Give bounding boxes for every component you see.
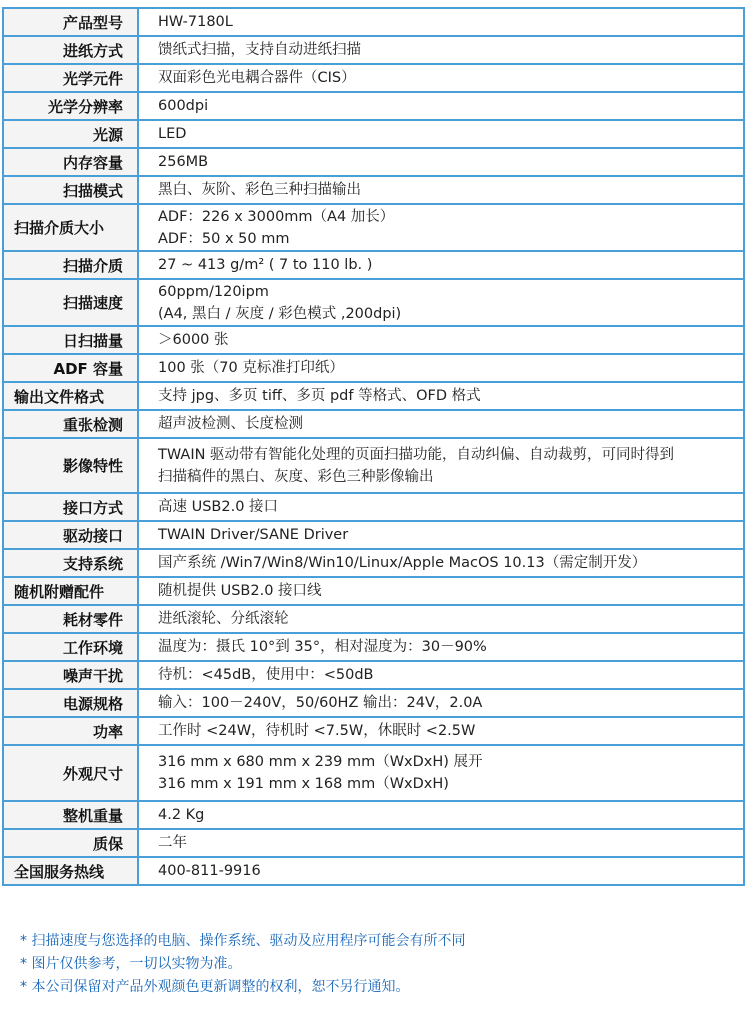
spec-value-line: TWAIN 驱动带有智能化处理的页面扫描功能，自动纠偏、自动裁剪，可同时得到: [158, 446, 675, 463]
spec-value-line: 316 mm x 191 mm x 168 mm（WxDxH): [158, 776, 449, 792]
spec-value: [138, 36, 744, 64]
spec-label: 支持系统: [3, 549, 138, 577]
spec-row: [3, 326, 744, 354]
spec-value-line: ADF：226 x 3000mm（A4 加长）: [158, 208, 395, 225]
spec-row: [3, 745, 744, 801]
spec-row: [3, 36, 744, 64]
spec-row: [3, 717, 744, 745]
spec-label: 全国服务热线: [3, 857, 138, 885]
spec-value: [138, 64, 744, 92]
spec-value-line: 600dpi: [158, 98, 209, 114]
spec-row: [3, 92, 744, 120]
spec-row: [3, 521, 744, 549]
spec-row: [3, 633, 744, 661]
spec-row: [3, 410, 744, 438]
spec-value-line: 27 ~ 413 g/m² ( 7 to 110 lb. ): [158, 257, 373, 273]
spec-value: [138, 857, 744, 885]
spec-row: [3, 801, 744, 829]
spec-value-line: 工作时 <24W，待机时 <7.5W，休眠时 <2.5W: [158, 723, 476, 739]
spec-value: [138, 829, 744, 857]
spec-value-line: 256MB: [158, 154, 209, 170]
spec-row: [3, 120, 744, 148]
spec-value-line: LED: [158, 126, 187, 142]
spec-label: 扫描模式: [3, 176, 138, 204]
spec-row: [3, 493, 744, 521]
spec-value: [138, 801, 744, 829]
spec-value: [138, 148, 744, 176]
spec-row: [3, 605, 744, 633]
spec-value: [138, 410, 744, 438]
spec-label: 功率: [3, 717, 138, 745]
spec-value-line: 国产系统 /Win7/Win8/Win10/Linux/Apple MacOS 10.13（需定制开发）: [158, 555, 647, 571]
spec-value: [138, 689, 744, 717]
spec-label: 输出文件格式: [3, 382, 138, 410]
spec-value: [138, 354, 744, 382]
spec-label: 工作环境: [3, 633, 138, 661]
spec-label: 整机重量: [3, 801, 138, 829]
spec-label: ADF 容量: [3, 354, 138, 382]
spec-value: [138, 326, 744, 354]
spec-label: 内存容量: [3, 148, 138, 176]
spec-row: [3, 577, 744, 605]
spec-row: [3, 204, 744, 251]
spec-value-line: 待机：<45dB，使用中：<50dB: [158, 667, 374, 683]
spec-value-line: 400-811-9916: [158, 863, 261, 879]
spec-value-line: 随机提供 USB2.0 接口线: [158, 583, 322, 599]
spec-value-line: 60ppm/120ipm: [158, 283, 269, 300]
spec-table: [2, 7, 745, 886]
spec-row: [3, 382, 744, 410]
spec-value-line: 进纸滚轮、分纸滚轮: [158, 611, 289, 627]
spec-value-line: 超声波检测、长度检测: [158, 416, 303, 432]
spec-label: 扫描介质大小: [3, 204, 138, 251]
spec-value: [138, 279, 744, 326]
spec-value-line: 支持 jpg、多页 tiff、多页 pdf 等格式、OFD 格式: [158, 388, 481, 404]
spec-value-line: HW-7180L: [158, 14, 233, 30]
spec-label: 日扫描量: [3, 326, 138, 354]
spec-label: 进纸方式: [3, 36, 138, 64]
spec-value: [138, 549, 744, 577]
spec-value-line: ADF：50 x 50 mm: [158, 230, 290, 247]
spec-value: [138, 577, 744, 605]
spec-value: [138, 717, 744, 745]
spec-value-line: 扫描稿件的黑白、灰度、彩色三种影像输出: [158, 468, 434, 485]
spec-row: [3, 354, 744, 382]
spec-value-line: 100 张（70 克标准打印纸）: [158, 360, 344, 376]
spec-value: [138, 521, 744, 549]
spec-label: 光源: [3, 120, 138, 148]
spec-value-line: (A4, 黑白 / 灰度 / 彩色模式 ,200dpi): [158, 305, 402, 322]
spec-row: [3, 549, 744, 577]
spec-label: 扫描介质: [3, 251, 138, 279]
spec-value-line: 馈纸式扫描，支持自动进纸扫描: [158, 42, 361, 58]
spec-value: [138, 745, 744, 801]
spec-label: 驱动接口: [3, 521, 138, 549]
spec-value: [138, 661, 744, 689]
spec-label: 重张检测: [3, 410, 138, 438]
spec-value: [138, 120, 744, 148]
footnotes: [20, 930, 465, 999]
spec-value: [138, 493, 744, 521]
spec-label: 接口方式: [3, 493, 138, 521]
spec-value: [138, 251, 744, 279]
spec-row: [3, 176, 744, 204]
spec-label: 扫描速度: [3, 279, 138, 326]
footnote: * 图片仅供参考，一切以实物为准。: [20, 956, 242, 972]
spec-value: [138, 605, 744, 633]
spec-label: 光学分辨率: [3, 92, 138, 120]
spec-row: [3, 64, 744, 92]
spec-value: [138, 176, 744, 204]
spec-value-line: 4.2 Kg: [158, 807, 205, 823]
spec-label: 随机附赠配件: [3, 577, 138, 605]
spec-value: [138, 204, 744, 251]
spec-value-line: 黑白、灰阶、彩色三种扫描输出: [158, 182, 361, 198]
spec-label: 耗材零件: [3, 605, 138, 633]
spec-row: [3, 829, 744, 857]
spec-value-line: ＞6000 张: [158, 332, 229, 348]
spec-value: [138, 92, 744, 120]
spec-label: 电源规格: [3, 689, 138, 717]
spec-value: [138, 8, 744, 36]
spec-value: [138, 633, 744, 661]
spec-row: [3, 438, 744, 493]
spec-label: 外观尺寸: [3, 745, 138, 801]
spec-label: 质保: [3, 829, 138, 857]
spec-value-line: 316 mm x 680 mm x 239 mm（WxDxH) 展开: [158, 754, 483, 770]
spec-row: [3, 857, 744, 885]
spec-table-body: [3, 8, 744, 885]
spec-value-line: TWAIN Driver/SANE Driver: [158, 527, 349, 543]
spec-label: 产品型号: [3, 8, 138, 36]
spec-row: [3, 279, 744, 326]
spec-row: [3, 8, 744, 36]
spec-value-line: 高速 USB2.0 接口: [158, 499, 279, 515]
spec-value-line: 双面彩色光电耦合器件（CIS）: [158, 70, 356, 86]
spec-value: [138, 382, 744, 410]
spec-value-line: 输入：100－240V，50/60HZ 输出：24V，2.0A: [158, 695, 483, 711]
spec-label: 光学元件: [3, 64, 138, 92]
spec-label: 噪声干扰: [3, 661, 138, 689]
footnote: * 本公司保留对产品外观颜色更新调整的权利，恕不另行通知。: [20, 979, 410, 995]
spec-value: [138, 438, 744, 493]
spec-row: [3, 689, 744, 717]
spec-value-line: 温度为：摄氏 10°到 35°，相对湿度为：30－90%: [158, 639, 487, 655]
spec-row: [3, 661, 744, 689]
spec-label: 影像特性: [3, 438, 138, 493]
footnote: * 扫描速度与您选择的电脑、操作系统、驱动及应用程序可能会有所不同: [20, 933, 466, 949]
spec-value-line: 二年: [158, 835, 187, 851]
spec-row: [3, 251, 744, 279]
spec-row: [3, 148, 744, 176]
